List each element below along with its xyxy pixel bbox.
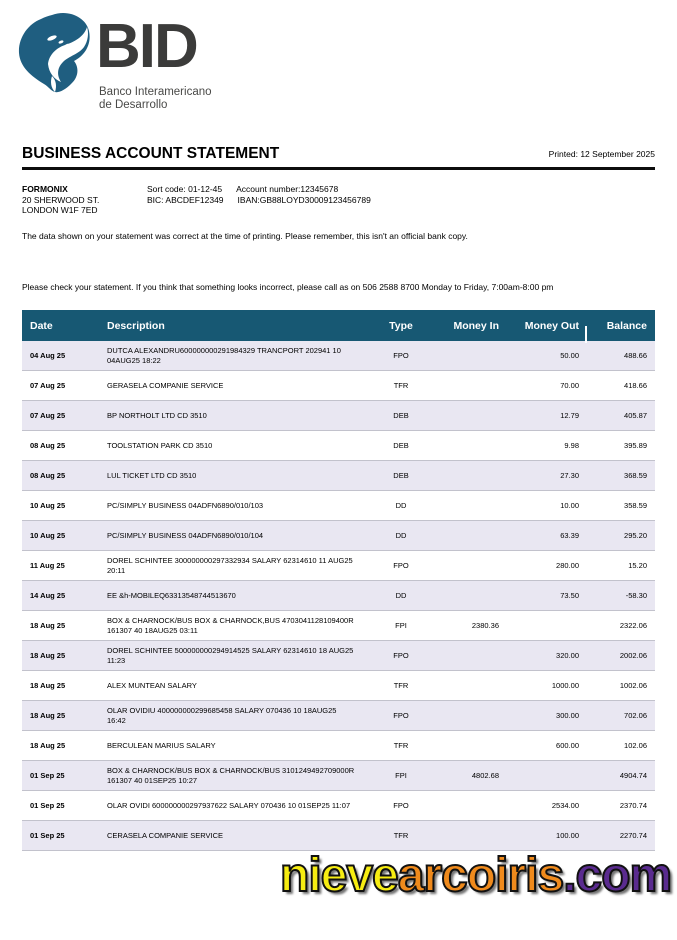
watermark-part-1: nieve (280, 849, 398, 902)
cell-description: BERCULEAN MARIUS SALARY (107, 740, 216, 750)
cell-money-out: 9.98 (564, 440, 579, 450)
account-holder-name: FORMONIX (22, 184, 68, 194)
table-header-row (22, 310, 655, 341)
cell-balance: 2002.06 (619, 650, 647, 660)
cell-description: BP NORTHOLT LTD CD 3510 (107, 410, 207, 420)
account-number: Account number:12345678 (236, 184, 339, 194)
cell-balance: 405.87 (624, 410, 647, 420)
table-row (22, 461, 655, 491)
scan-cursor-artifact (585, 326, 587, 343)
cell-description: LUL TICKET LTD CD 3510 (107, 470, 197, 480)
cell-balance: 2370.74 (619, 800, 647, 810)
check-statement-text: Please check your statement. If you think that something looks incorrect, please call as on 506 2588 8700 Monday to Friday, 7:00am-8:00 pm (22, 282, 554, 292)
watermark-part-2: arcoiris (397, 849, 564, 902)
cell-balance: 395.89 (624, 440, 647, 450)
table-row (22, 761, 655, 791)
bid-logo-wordmark: BID (96, 12, 197, 81)
cell-type: DD (395, 530, 407, 540)
table-row (22, 581, 655, 611)
cell-money-out: 300.00 (556, 710, 579, 720)
cell-type: FPI (395, 620, 407, 630)
address-line-2: LONDON W1F 7ED (22, 205, 98, 215)
cell-balance: 4904.74 (619, 770, 647, 780)
cell-money-out: 63.39 (560, 530, 579, 540)
cell-date: 08 Aug 25 (30, 470, 66, 480)
cell-money-out: 10.00 (560, 500, 579, 510)
cell-balance: 2322.06 (619, 620, 647, 630)
table-row (22, 371, 655, 401)
cell-type: DEB (393, 440, 409, 450)
iban: IBAN:GB88LOYD30009123456789 (237, 194, 371, 205)
cell-type: TFR (393, 380, 409, 390)
cell-description: CERASELA COMPANIE SERVICE (107, 830, 224, 840)
cell-balance: 15.20 (628, 560, 647, 570)
cell-date: 18 Aug 25 (30, 680, 66, 690)
bic: BIC: ABCDEF12349 (147, 194, 224, 205)
cell-money-out: 27.30 (560, 470, 579, 480)
cell-type: DEB (393, 410, 409, 420)
cell-description: BOX & CHARNOCK/BUS BOX & CHARNOCK/BUS 3101249492709000R 161307 40 01SEP25 10:27 (107, 766, 355, 785)
cell-description: PC/SIMPLY BUSINESS 04ADFN6890/010/104 (107, 530, 264, 540)
cell-money-in: 2380.36 (471, 620, 499, 630)
cell-type: TFR (393, 830, 409, 840)
table-row (22, 791, 655, 821)
disclaimer-text: The data shown on your statement was correct at the time of printing. Please remember, this isn't an official bank copy. (22, 231, 468, 241)
cell-date: 18 Aug 25 (30, 740, 66, 750)
watermark (280, 848, 671, 903)
cell-money-out: 600.00 (556, 740, 579, 750)
cell-balance: 702.06 (624, 710, 647, 720)
cell-description: DUTCA ALEXANDRU600000000291984329 TRANCPORT 202941 10 04AUG25 18:22 (107, 346, 341, 365)
table-row (22, 341, 655, 371)
transactions-table (22, 310, 655, 851)
cell-date: 08 Aug 25 (30, 440, 66, 450)
table-row (22, 401, 655, 431)
cell-type: FPO (393, 650, 409, 660)
cell-date: 18 Aug 25 (30, 620, 66, 630)
cell-description: EE &h-MOBILEQ63313548744513670 (107, 590, 236, 600)
col-header-date: Date (30, 319, 53, 332)
cell-type: DD (395, 500, 407, 510)
address-line-1: 20 SHERWOOD ST. (22, 194, 100, 205)
cell-type: FPO (393, 560, 409, 570)
printed-date: Printed: 12 September 2025 (548, 149, 655, 159)
table-row (22, 521, 655, 551)
bid-logo-subtitle (99, 86, 212, 112)
cell-money-out: 320.00 (556, 650, 579, 660)
cell-money-out: 73.50 (560, 590, 579, 600)
cell-description: OLAR OVIDIU 400000000299685458 SALARY 070436 10 18AUG25 16:42 (107, 706, 337, 725)
account-details-block (147, 184, 371, 205)
col-header-type: Type (389, 319, 413, 332)
table-row (22, 671, 655, 701)
col-header-description: Description (107, 319, 165, 332)
cell-type: TFR (393, 740, 409, 750)
bid-logo-icon (16, 12, 92, 94)
cell-description: BOX & CHARNOCK/BUS BOX & CHARNOCK,BUS 4703041128109400R 161307 40 18AUG25 03:11 (107, 616, 354, 635)
cell-balance: -58.30 (625, 590, 647, 600)
cell-money-out: 1000.00 (551, 680, 579, 690)
cell-description: DOREL SCHINTEE 500000000294914525 SALARY 62314610 18 AUG25 11:23 (107, 646, 354, 665)
title-divider (22, 167, 655, 170)
cell-date: 01 Sep 25 (30, 800, 65, 810)
cell-date: 18 Aug 25 (30, 650, 66, 660)
table-row (22, 611, 655, 641)
cell-money-out: 280.00 (556, 560, 579, 570)
cell-money-out: 70.00 (560, 380, 579, 390)
col-header-money-in: Money In (453, 319, 499, 332)
cell-balance: 358.59 (624, 500, 647, 510)
table-row (22, 701, 655, 731)
cell-money-in: 4802.68 (471, 770, 499, 780)
cell-money-out: 2534.00 (551, 800, 579, 810)
cell-date: 18 Aug 25 (30, 710, 66, 720)
bid-logo-subtitle-line2: de Desarrollo (99, 99, 168, 111)
cell-date: 04 Aug 25 (30, 350, 66, 360)
cell-balance: 1002.06 (619, 680, 647, 690)
cell-money-out: 100.00 (556, 830, 579, 840)
table-row (22, 641, 655, 671)
cell-date: 01 Sep 25 (30, 830, 65, 840)
cell-description: OLAR OVIDI 600000000297937622 SALARY 070436 10 01SEP25 11:07 (107, 800, 351, 810)
cell-description: GERASELA COMPANIE SERVICE (107, 380, 224, 390)
cell-description: TOOLSTATION PARK CD 3510 (107, 440, 213, 450)
cell-date: 07 Aug 25 (30, 380, 66, 390)
account-address-block (22, 184, 99, 216)
cell-description: ALEX MUNTEAN SALARY (107, 680, 197, 690)
page-title: BUSINESS ACCOUNT STATEMENT (22, 145, 280, 162)
cell-date: 11 Aug 25 (30, 560, 65, 570)
cell-type: FPO (393, 350, 409, 360)
cell-description: PC/SIMPLY BUSINESS 04ADFN6890/010/103 (107, 500, 264, 510)
cell-balance: 418.66 (624, 380, 647, 390)
cell-balance: 295.20 (624, 530, 647, 540)
cell-date: 14 Aug 25 (30, 590, 66, 600)
cell-money-out: 50.00 (560, 350, 579, 360)
cell-date: 07 Aug 25 (30, 410, 66, 420)
cell-balance: 2270.74 (619, 830, 647, 840)
cell-type: TFR (393, 680, 409, 690)
cell-type: DEB (393, 470, 409, 480)
table-row (22, 731, 655, 761)
cell-type: DD (395, 590, 407, 600)
bid-logo-subtitle-line1: Banco Interamericano (99, 86, 212, 98)
table-row (22, 491, 655, 521)
col-header-balance: Balance (606, 319, 647, 332)
table-row (22, 551, 655, 581)
cell-type: FPO (393, 710, 409, 720)
cell-type: FPO (393, 800, 409, 810)
col-header-money-out: Money Out (524, 319, 579, 332)
cell-balance: 488.66 (624, 350, 647, 360)
cell-type: FPI (395, 770, 407, 780)
cell-money-out: 12.79 (560, 410, 579, 420)
cell-date: 01 Sep 25 (30, 770, 65, 780)
cell-description: DOREL SCHINTEE 300000000297332934 SALARY 62314610 11 AUG25 20:11 (107, 556, 353, 575)
watermark-part-3: .com (563, 849, 672, 902)
cell-date: 10 Aug 25 (30, 500, 66, 510)
table-body (22, 341, 655, 851)
cell-date: 10 Aug 25 (30, 530, 66, 540)
cell-balance: 102.06 (624, 740, 647, 750)
sort-code: Sort code: 01-12-45 (147, 184, 223, 194)
cell-balance: 368.59 (624, 470, 647, 480)
table-row (22, 431, 655, 461)
table-row (22, 821, 655, 851)
